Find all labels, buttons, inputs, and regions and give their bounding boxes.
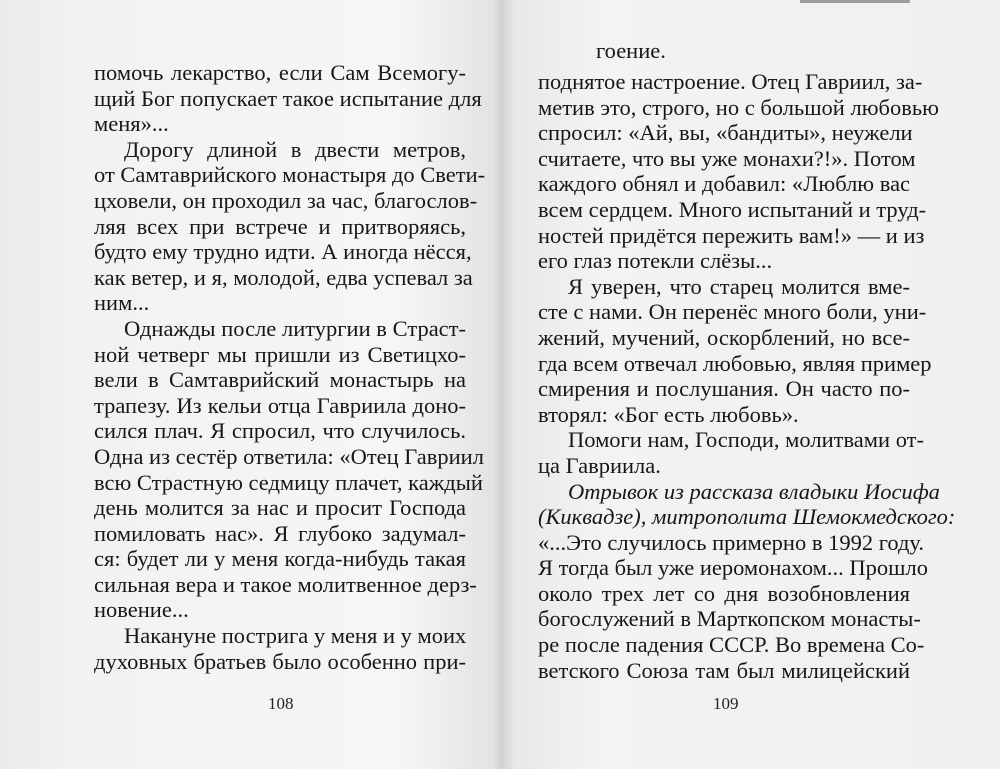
text-line: «...Это случилось примерно в 1992 году. (538, 529, 925, 555)
left-page-text (94, 60, 486, 674)
text-line: ним... (94, 290, 150, 316)
text-line: от Самтаврийского монастыря до Свети- (94, 162, 486, 188)
text-line: ре после падения СССР. Во времена Со- (538, 632, 925, 658)
text-line: ветского Союза там был милицейский (538, 657, 910, 683)
text-line: гда всем отвечал любовью, являя пример (538, 350, 932, 376)
text-line: Я уверен, что старец молится вме- (568, 273, 910, 299)
text-line: каждого обнял и добавил: «Люблю вас (538, 171, 911, 197)
text-line: метив это, строго, но с большой любовью (538, 94, 939, 120)
text-line: считаете, что вы уже монахи?!». Потом (538, 145, 916, 171)
text-line: щий Бог попускает такое испытание для (94, 85, 482, 111)
text-line: сте с нами. Он перенёс много боли, уни- (538, 299, 927, 325)
text-line: жений, мучений, оскорблений, но все- (538, 324, 910, 350)
text-line: около трех лет со дня возобновления (538, 580, 910, 606)
text-line: сильная вера и такое молитвенное дерз- (94, 571, 477, 597)
text-line: ца Гавриила. (538, 452, 661, 478)
text-line: новение... (94, 597, 189, 623)
text-line: его глаз потекли слёзы... (538, 248, 773, 274)
text-line: Отрывок из рассказа владыки Иосифа (568, 478, 940, 504)
text-line: цховели, он проходил за час, благослов- (94, 187, 478, 213)
text-line: Помоги нам, Господи, молитвами от- (568, 427, 924, 453)
text-line: Однажды после литургии в Страст- (124, 315, 466, 341)
text-line: (Киквадзе), митрополита Шемокмедского: (538, 504, 956, 530)
text-line: помочь лекарство, если Сам Всемогу- (94, 60, 466, 85)
text-line: ся: будет ли у меня когда-нибудь такая (94, 546, 466, 572)
text-line: ностей придётся пережить вам!» — и из (538, 222, 925, 248)
text-line: будто ему трудно идти. А иногда нёсся, (94, 239, 472, 265)
text-line: помиловать нас». Я глубоко задумал- (94, 520, 466, 546)
text-line: ляя всех при встрече и притворяясь, (94, 213, 466, 239)
text-line: смирения и послушания. Он часто по- (538, 376, 910, 402)
text-line: всю Страстную седмицу плачет, каждый (94, 469, 483, 495)
text-line: Накануне пострига у меня и у моих (124, 623, 467, 649)
page-number: 108 (268, 694, 294, 713)
text-line: ной четверг мы пришли из Светицхо- (94, 341, 466, 367)
text-line: меня»... (94, 111, 169, 137)
text-line: богослужений в Марткопском монасты- (538, 606, 921, 632)
text-line: вторял: «Бог есть любовь». (538, 401, 799, 427)
text-line: поднятое настроение. Отец Гавриил, за- (538, 69, 923, 94)
text-line: как ветер, и я, молодой, едва успевал за (94, 264, 473, 290)
right-page (500, 0, 1000, 769)
text-line: Я тогда был уже иеромонахом... Прошло (538, 555, 928, 581)
text-line: вели в Самтаврийский монастырь на (94, 367, 466, 393)
text-line: Одна из сестёр ответила: «Отец Гавриил (94, 443, 484, 469)
text-line: всем сердцем. Много испытаний и труд- (538, 196, 927, 222)
text-line: духовных братьев было особенно при- (94, 648, 466, 674)
text-line: трапезу. Из кельи отца Гавриила доно- (94, 392, 466, 418)
page-number: 109 (713, 694, 739, 713)
text-line: сился плач. Я спросил, что случилось. (94, 418, 466, 444)
text-line: день молится за нас и просит Господа (94, 495, 466, 521)
top-text-fragment: гоение. (596, 38, 666, 63)
right-page-text (538, 69, 956, 683)
text-line: Дорогу длиной в двести метров, (124, 136, 466, 162)
text-line: спросил: «Ай, вы, «бандиты», неужели (538, 120, 913, 146)
